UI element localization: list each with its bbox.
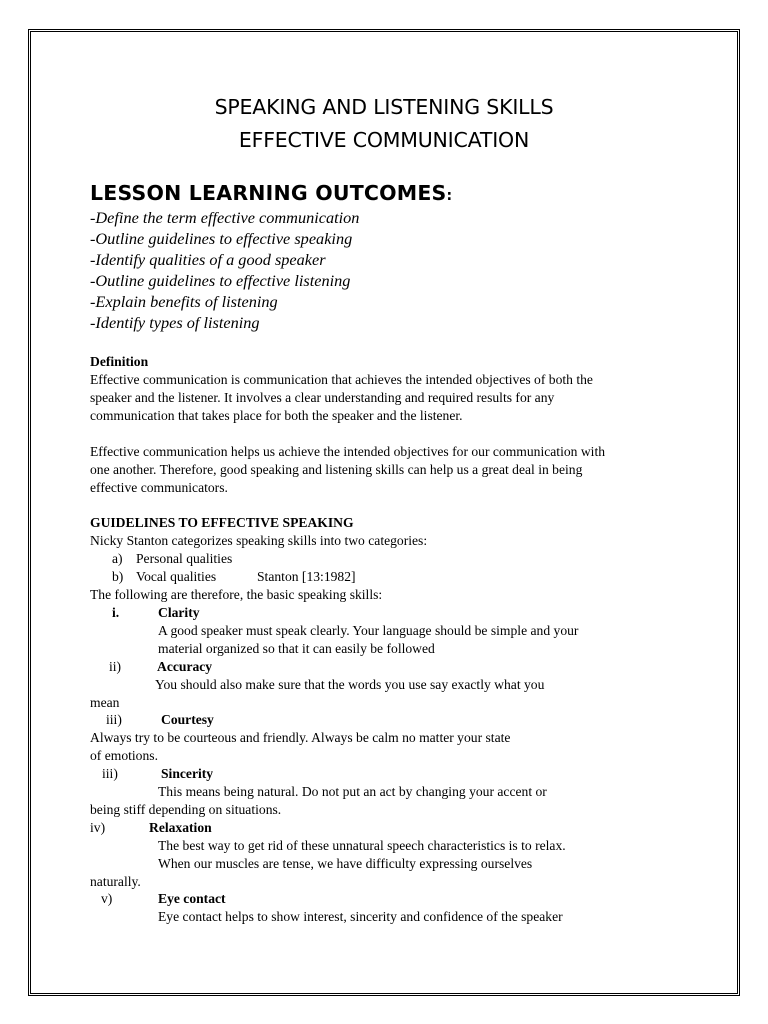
document-title: SPEAKING AND LISTENING SKILLS <box>214 95 554 119</box>
skill-text: of emotions. <box>90 748 158 763</box>
skill-text: Always try to be courteous and friendly. Always be calm no matter your state <box>90 730 511 745</box>
document-subtitle: EFFECTIVE COMMUNICATION <box>238 128 530 152</box>
skill-text: being stiff depending on situations. <box>90 802 282 817</box>
definition-line: Effective communication is communication that achieves the intended objectives of both the <box>90 372 593 387</box>
definition-line: communication that takes place for both the speaker and the listener. <box>90 408 463 423</box>
skill-title-clarity: Clarity <box>158 605 200 620</box>
definition-line: Effective communication helps us achieve the intended objectives for our communication with <box>90 444 606 459</box>
definition-line: effective communicators. <box>90 480 228 495</box>
skill-title-sincerity: Sincerity <box>161 766 214 781</box>
category-item: Vocal qualities <box>136 569 217 584</box>
skill-text: You should also make sure that the words you use say exactly what you <box>155 677 545 692</box>
outcomes-heading: LESSON LEARNING OUTCOMES: <box>90 181 453 205</box>
guidelines-heading: GUIDELINES TO EFFECTIVE SPEAKING <box>90 515 354 530</box>
skill-text: A good speaker must speak clearly. Your language should be simple and your <box>158 623 579 638</box>
skill-marker: v) <box>101 891 113 906</box>
skill-text: mean <box>90 695 120 710</box>
outcome-item: -Explain benefits of listening <box>90 292 278 311</box>
outcome-item: -Define the term effective communication <box>90 208 360 227</box>
skills-intro: The following are therefore, the basic speaking skills: <box>90 587 383 602</box>
outcome-item: -Identify qualities of a good speaker <box>90 250 326 269</box>
skill-title-relaxation: Relaxation <box>149 820 212 835</box>
definition-line: one another. Therefore, good speaking and listening skills can help us a great deal in being <box>90 462 583 477</box>
category-reference: Stanton [13:1982] <box>257 569 356 584</box>
outcome-item: -Outline guidelines to effective listening <box>90 271 351 290</box>
skill-title-eye-contact: Eye contact <box>158 891 226 906</box>
outcome-item: -Identify types of listening <box>90 313 260 332</box>
skill-marker: iii) <box>102 766 118 781</box>
skill-text: When our muscles are tense, we have difficulty expressing ourselves <box>158 856 533 871</box>
skill-marker: ii) <box>109 659 122 674</box>
outcome-item: -Outline guidelines to effective speaking <box>90 229 353 248</box>
definition-heading: Definition <box>90 354 149 369</box>
skill-text: This means being natural. Do not put an act by changing your accent or <box>158 784 547 799</box>
skill-marker: i. <box>112 605 120 620</box>
definition-line: speaker and the listener. It involves a clear understanding and required results for any <box>90 390 555 405</box>
category-marker: a) <box>112 551 123 566</box>
skill-text: The best way to get rid of these unnatural speech characteristics is to relax. <box>158 838 566 853</box>
skill-text: material organized so that it can easily be followed <box>158 641 435 656</box>
guidelines-intro: Nicky Stanton categorizes speaking skills into two categories: <box>90 533 428 548</box>
skill-text: Eye contact helps to show interest, sincerity and confidence of the speaker <box>158 909 563 924</box>
skill-title-accuracy: Accuracy <box>157 659 213 674</box>
category-marker: b) <box>112 569 124 584</box>
skill-title-courtesy: Courtesy <box>161 712 214 727</box>
skill-text: naturally. <box>90 874 141 889</box>
category-item: Personal qualities <box>136 551 233 566</box>
skill-marker: iii) <box>106 712 122 727</box>
skill-marker: iv) <box>90 820 106 835</box>
